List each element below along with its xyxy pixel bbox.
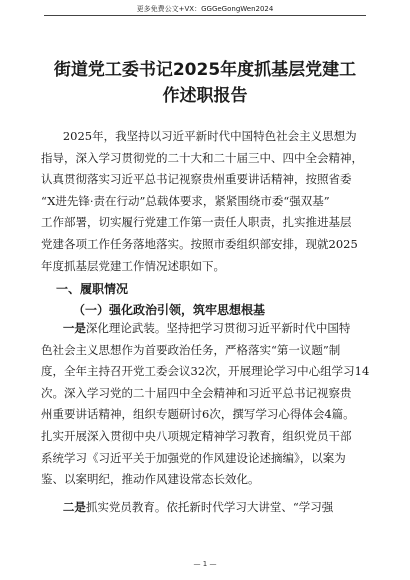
- paragraph-lead: 二是: [62, 500, 86, 514]
- paragraph-first-line: [41, 497, 373, 519]
- paragraph-line: 州重要讲话精神，组织专题研讨6次，撰写学习心得体会4篇。: [41, 407, 355, 422]
- header-rule: [44, 15, 366, 16]
- paragraph-lead: 一是: [62, 321, 86, 335]
- header-watermark: 更多免费公文+VX：GGGeGongWen2024: [136, 5, 274, 13]
- intro-paragraph: [41, 126, 373, 277]
- document-title: [28, 57, 382, 109]
- paragraph-political-study: [41, 318, 373, 491]
- paragraph-first-text: 深化理论武装。坚持把学习贯彻习近平新时代中国特: [85, 321, 351, 335]
- paragraph-line: 系统学习《习近平关于加强党的作风建设论述摘编》，以案为: [41, 450, 346, 465]
- paragraph-line: 扎实开展深入贯彻中央八项规定精神学习教育，组织党员干部: [41, 428, 352, 443]
- paragraph-line: 鉴、以案明纪，推动作风建设常态长效化。: [41, 472, 260, 487]
- subsection-heading: （一）强化政治引领，筑牢思想根基: [73, 303, 266, 317]
- intro-line: 工作部署，切实履行党建工作第一责任人职责，扎实推进基层: [41, 215, 352, 230]
- intro-line: 指导，深入学习贯彻党的二十大和二十届三中、四中全会精神，: [41, 150, 363, 165]
- section-heading: 一、履职情况: [56, 282, 129, 296]
- paragraph-first-line: [41, 318, 373, 340]
- paragraph-first-text: 抓实党员教育。依托新时代学习大讲堂、“学习强: [85, 500, 334, 514]
- intro-line: 党建各项工作任务落地落实。按照市委组织部安排，现就2025: [41, 236, 358, 251]
- paragraph-line: 色社会主义思想作为首要政治任务，严格落实“第一议题”制: [41, 342, 341, 357]
- intro-line: 年度抓基层党建工作情况述职如下。: [41, 258, 225, 273]
- page-number: — 1 —: [193, 560, 217, 568]
- title-line-2: 作述职报告: [162, 86, 248, 106]
- intro-line: 2025年，我坚持以习近平新时代中国特色社会主义思想为: [62, 129, 357, 143]
- title-line-1: 街道党工委书记2025年度抓基层党建工: [53, 60, 357, 80]
- paragraph-line: 度，全年主持召开党工委会议32次，开展理论学习中心组学习14: [41, 364, 370, 379]
- paragraph-member-education: [41, 497, 373, 519]
- intro-line: 认真贯彻落实习近平总书记视察贵州重要讲话精神，按照省委: [41, 172, 352, 187]
- intro-line: “X进先锋·责在行动”总载体要求，紧紧围绕市委“强双基”: [41, 193, 330, 208]
- paragraph-line: 次。深入学习党的二十届四中全会精神和习近平总书记视察贵: [41, 385, 352, 400]
